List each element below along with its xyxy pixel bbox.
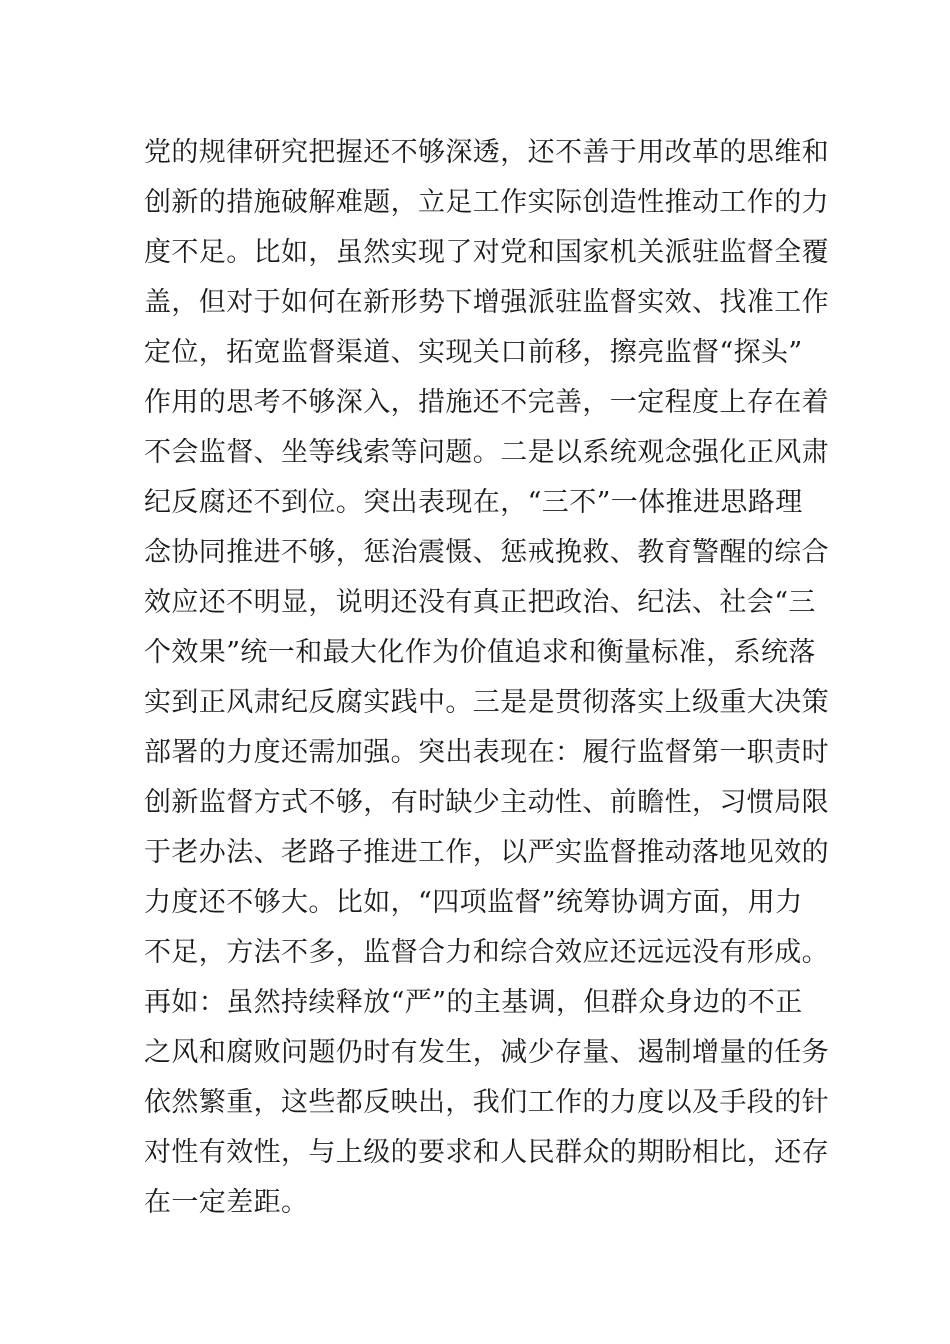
paragraph-line: 效应还不明显，说明还没有真正把政治、纪法、社会“三 bbox=[144, 587, 816, 618]
paragraph-line: 念协同推进不够，惩治震慑、惩戒挽救、教育警醒的综合 bbox=[144, 537, 829, 568]
paragraph-line: 创新的措施破解难题，立足工作实际创造性推动工作的力 bbox=[144, 187, 829, 218]
paragraph-line: 个效果”统一和最大化作为价值追求和衡量标准，系统落 bbox=[144, 637, 816, 668]
paragraph-line: 力度还不够大。比如，“四项监督”统筹协调方面，用力 bbox=[144, 887, 803, 918]
paragraph-line: 党的规律研究把握还不够深透，还不善于用改革的思维和 bbox=[144, 137, 829, 168]
paragraph-line: 不会监督、坐等线索等问题。二是以系统观念强化正风肃 bbox=[144, 437, 829, 468]
paragraph-line: 盖，但对于如何在新形势下增强派驻监督实效、找准工作 bbox=[144, 287, 829, 318]
paragraph-line: 作用的思考不够深入，措施还不完善，一定程度上存在着 bbox=[144, 387, 829, 418]
paragraph-line: 依然繁重，这些都反映出，我们工作的力度以及手段的针 bbox=[144, 1087, 829, 1118]
paragraph-line: 不足，方法不多，监督合力和综合效应还远远没有形成。 bbox=[144, 937, 829, 968]
paragraph-line: 实到正风肃纪反腐实践中。三是是贯彻落实上级重大决策 bbox=[144, 687, 829, 718]
body-paragraph bbox=[144, 128, 829, 1228]
paragraph-line: 定位，拓宽监督渠道、实现关口前移，擦亮监督“探头” bbox=[144, 337, 803, 368]
paragraph-line: 再如：虽然持续释放“严”的主基调，但群众身边的不正 bbox=[144, 987, 803, 1018]
paragraph-line: 纪反腐还不到位。突出表现在，“三不”一体推进思路理 bbox=[144, 487, 803, 518]
paragraph-line: 度不足。比如，虽然实现了对党和国家机关派驻监督全覆 bbox=[144, 237, 829, 268]
paragraph-line: 于老办法、老路子推进工作，以严实监督推动落地见效的 bbox=[144, 837, 829, 868]
paragraph-line: 对性有效性，与上级的要求和人民群众的期盼相比，还存 bbox=[144, 1137, 829, 1168]
paragraph-line: 创新监督方式不够，有时缺少主动性、前瞻性，习惯局限 bbox=[144, 787, 829, 818]
paragraph-line: 部署的力度还需加强。突出表现在：履行监督第一职责时 bbox=[144, 737, 829, 768]
paragraph-line: 在一定差距。 bbox=[144, 1187, 309, 1218]
paragraph-line: 之风和腐败问题仍时有发生，减少存量、遏制增量的任务 bbox=[144, 1037, 829, 1068]
